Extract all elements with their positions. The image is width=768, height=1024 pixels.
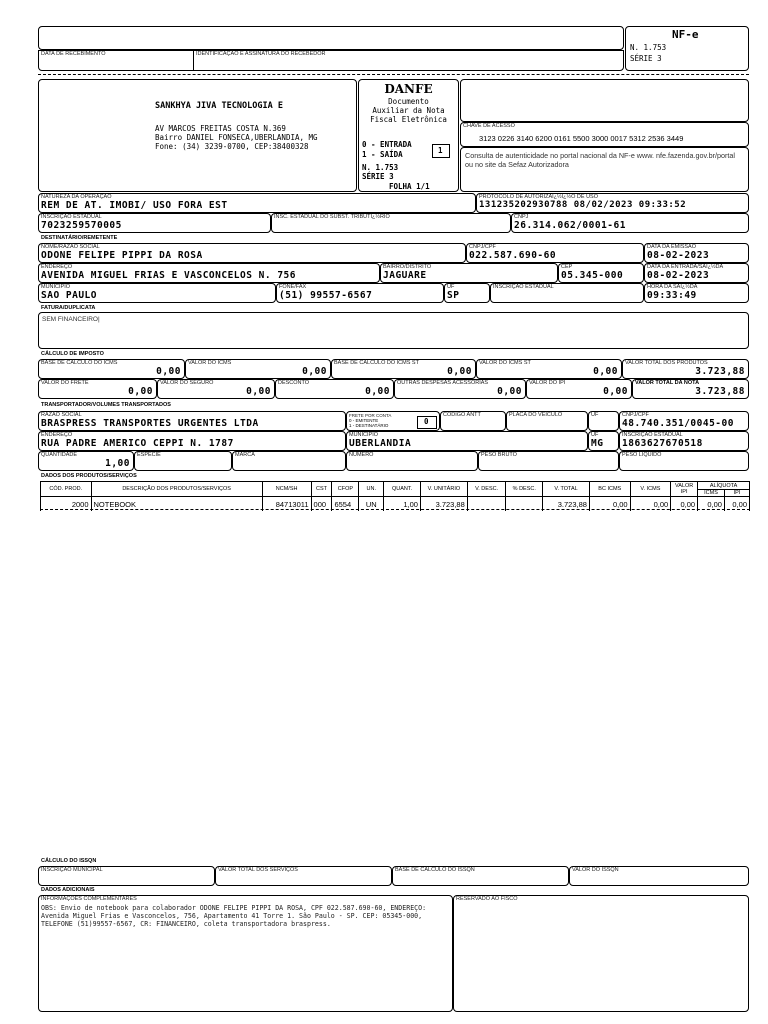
barcode-box <box>460 79 749 122</box>
transp-placa-label: PLACA DO VEÍCULO <box>509 412 563 418</box>
chave-acesso-box <box>460 122 749 147</box>
issqn-im-label: INSCRIÇÃO MUNICIPAL <box>41 867 103 873</box>
dest-entrada-field <box>644 263 749 283</box>
danfe-numero: N. 1.753 <box>362 163 399 172</box>
dest-cep-label: CEP <box>561 264 573 270</box>
transp-marca-label: MARCA <box>235 452 255 458</box>
total-produtos-label: VALOR TOTAL DOS PRODUTOS <box>625 360 708 366</box>
danfe-folha: FOLHA 1/1 <box>389 182 430 191</box>
dest-uf-value: SP <box>447 290 460 301</box>
danfe-box <box>358 79 459 192</box>
dest-ie-label: INSCRIÇÃO ESTADUAL <box>493 284 554 290</box>
cell-un: UN <box>359 497 384 512</box>
seguro-field <box>157 379 275 399</box>
transp-qtd-label: QUANTIDADE <box>41 452 78 458</box>
danfe-saida: 1 - SAÍDA <box>362 150 403 159</box>
frete-value: 0,00 <box>128 386 153 397</box>
frete-label: VALOR DO FRETE <box>41 380 89 386</box>
fatura-value: SEM FINANCEIRO| <box>42 316 100 323</box>
dest-cep-field <box>558 263 644 283</box>
transp-placa-field <box>506 411 588 431</box>
transp-ie-field <box>619 431 749 451</box>
ie-label: INSCRIÇÃO ESTADUAL <box>41 214 102 220</box>
transp-numero-field <box>346 451 478 471</box>
frete-field <box>38 379 157 399</box>
danfe-entrada: 0 - ENTRADA <box>362 140 412 149</box>
danfe-serie: SÉRIE 3 <box>362 172 394 181</box>
cell-vipi: 0,00 <box>671 497 698 512</box>
cnpj-emit-field <box>511 213 749 233</box>
col-vtotal: V. TOTAL <box>543 482 590 497</box>
chave-acesso-value: 3123 0226 3140 6200 0161 5500 3000 0017 5312 2536 3449 <box>479 134 684 143</box>
transp-municipio-field <box>346 431 588 451</box>
dest-cpf-field <box>466 243 644 263</box>
transportador-section: TRANSPORTADOR/VOLUMES TRANSPORTADOS <box>41 402 171 408</box>
icms-valor-value: 0,00 <box>302 366 327 377</box>
danfe-sub3: Fiscal Eletrônica <box>370 115 447 124</box>
emitente-box <box>38 79 357 192</box>
produtos-section: DADOS DOS PRODUTOS/SERVIÇOS <box>41 473 137 479</box>
cnpj-emit-label: CNPJ <box>514 214 529 220</box>
seguro-value: 0,00 <box>246 386 271 397</box>
dest-bairro-field <box>380 263 558 283</box>
chave-acesso-label: CHAVE DE ACESSO <box>463 123 515 129</box>
cell-vtotal: 3.723,88 <box>543 497 590 512</box>
total-nota-field <box>632 379 749 399</box>
transp-ie-value: 186362767051​8 <box>622 438 703 449</box>
transp-uf-field <box>588 411 619 431</box>
info-complementares-box <box>38 895 453 1012</box>
dest-emissao-value: 08-02-2023 <box>647 250 710 261</box>
dest-municipio-field <box>38 283 276 303</box>
desconto-label: DESCONTO <box>278 380 310 386</box>
transp-numero-label: NÚMERO <box>349 452 374 458</box>
icms-base-label: BASE DE CÁLCULO DO ICMS <box>41 360 118 366</box>
transp-peso-liq-label: PESO LÍQUIDO <box>622 452 662 458</box>
identificacao-field <box>193 50 624 71</box>
col-vunit: V. UNITÁRIO <box>420 482 467 497</box>
transp-endereco-value: RUA PADRE AMERICO CEPPI N. 1787 <box>41 438 234 449</box>
cell-cfop: 6554 <box>332 497 359 512</box>
icms-st-base-label: BASE DE CÁLCULO DO ICMS ST <box>334 360 419 366</box>
canhoto-numero: N. 1.753 <box>630 43 667 52</box>
destinatario-section: DESTINATÁRIO/REMETENTE <box>41 235 118 241</box>
transp-uf2-label: UF <box>591 432 599 438</box>
nfe-title: NF-e <box>672 28 699 41</box>
cell-aliq-ipi: 0,00 <box>724 497 749 512</box>
natureza-label: NATUREZA DA OPERAÇÃO <box>41 194 112 200</box>
cell-vunit: 3.723,88 <box>420 497 467 512</box>
icms-st-base-field <box>331 359 476 379</box>
issqn-section: CÁLCULO DO ISSQN <box>41 858 97 864</box>
cell-cst: 000 <box>311 497 332 512</box>
transp-qtd-value: 1,00 <box>105 458 130 469</box>
outras-despesas-label: OUTRAS DESPESAS ACESSÓRIAS <box>397 380 489 386</box>
transp-razao-label: RAZÃO SOCIAL <box>41 412 82 418</box>
ipi-field <box>526 379 632 399</box>
transp-municipio-label: MUNICÍPIO <box>349 432 379 438</box>
natureza-value: REM DE AT. IMOBI/ USO FORA EST <box>41 200 228 211</box>
dest-cpf-value: 022.587.690-60 <box>469 250 557 261</box>
produtos-table <box>40 481 750 511</box>
transp-uf2-value: MG <box>591 438 604 449</box>
canhoto-nfe-box <box>625 26 749 71</box>
outras-despesas-field <box>394 379 526 399</box>
transp-marca-field <box>232 451 346 471</box>
dest-hora-field <box>644 283 749 303</box>
dest-cep-value: 05.345-000 <box>561 270 624 281</box>
cell-descricao: NOTEBOOK <box>91 497 262 512</box>
transp-qtd-field <box>38 451 134 471</box>
ie-field <box>38 213 271 233</box>
col-vipi: VALOR IPI <box>671 482 698 497</box>
cell-bcicms: 0,00 <box>589 497 630 512</box>
icms-st-base-value: 0,00 <box>447 366 472 377</box>
transp-antt-label: CÓDIGO ANTT <box>443 412 481 418</box>
transp-uf2-field <box>588 431 619 451</box>
desconto-field <box>275 379 394 399</box>
dest-municipio-value: SAO PAULO <box>41 290 97 301</box>
transp-razao-field <box>38 411 346 431</box>
icms-st-valor-value: 0,00 <box>593 366 618 377</box>
cut-line <box>38 74 749 75</box>
transp-uf-label: UF <box>591 412 599 418</box>
emitente-fone: Fone: (34) 3239-0700, CEP:38400328 <box>155 142 309 151</box>
ipi-value: 0,00 <box>603 386 628 397</box>
imposto-section: CÁLCULO DE IMPOSTO <box>41 351 104 357</box>
dest-entrada-label: DATA DA ENTRADA/SAÏ¿½DA <box>647 264 724 270</box>
fatura-section: FATURA/DUPLICATA <box>41 305 96 311</box>
identificacao-label: IDENTIFICAÇÃO E ASSINATURA DO RECEBEDOR <box>196 51 326 57</box>
dest-nome-field <box>38 243 466 263</box>
col-descricao: DESCRIÇÃO DOS PRODUTOS/SERVIÇOS <box>91 482 262 497</box>
info-complementares-label: INFORMAÇÕES COMPLEMENTARES <box>41 896 137 902</box>
col-bcicms: BC ICMS <box>589 482 630 497</box>
protocolo-label: PROTOCOLO DE AUTORIZAÏ¿½Ï¿½O DE USO <box>479 194 598 200</box>
cell-quant: 1,00 <box>384 497 421 512</box>
dest-uf-label: UF <box>447 284 455 290</box>
dest-endereco-field <box>38 263 380 283</box>
dest-fone-field <box>276 283 444 303</box>
icms-valor-label: VALOR DO ICMS <box>188 360 232 366</box>
dest-bairro-label: BAIRRO/DISTRITO <box>383 264 432 270</box>
transp-especie-field <box>134 451 232 471</box>
transp-especie-label: ESPÉCIE <box>137 452 161 458</box>
consulta-text: Consulta de autenticidade no portal nacional da NF-e www. nfe.fazenda.gov.br/portal ou no site da Sefaz Autorizadora <box>465 151 735 169</box>
ie-st-label: INSC. ESTADUAL DO SUBST. TRIBUTÏ¿½RIO <box>274 214 390 220</box>
col-un: UN. <box>359 482 384 497</box>
dest-uf-field <box>444 283 490 303</box>
ipi-label: VALOR DO IPI <box>529 380 566 386</box>
icms-st-valor-field <box>476 359 622 379</box>
danfe-sub1: Documento <box>388 97 429 106</box>
icms-base-field <box>38 359 185 379</box>
transp-peso-liq-field <box>619 451 749 471</box>
col-cod: CÓD. PROD. <box>41 482 92 497</box>
col-vicms: V. ICMS <box>630 482 671 497</box>
issqn-base-label: BASE DE CÁLCULO DO ISSQN <box>395 867 475 873</box>
issqn-servicos-label: VALOR TOTAL DOS SERVIÇOS <box>218 867 298 873</box>
dest-fone-label: FONE/FAX <box>279 284 307 290</box>
outras-despesas-value: 0,00 <box>497 386 522 397</box>
transp-frete-opt0: 0 - EMITENTE <box>349 418 379 423</box>
dest-nome-label: NOME/RAZÃO SOCIAL <box>41 244 100 250</box>
transp-endereco-field <box>38 431 346 451</box>
issqn-valor-field <box>569 866 749 886</box>
canhoto-receipt <box>38 26 624 50</box>
issqn-valor-label: VALOR DO ISSQN <box>572 867 619 873</box>
issqn-base-field <box>392 866 569 886</box>
transp-endereco-label: ENDEREÇO <box>41 432 73 438</box>
data-recebimento-field <box>38 50 194 71</box>
transp-cnpj-value: 48.740.351/0045-00 <box>622 418 734 429</box>
dest-entrada-value: 08-02-2023 <box>647 270 710 281</box>
dest-emissao-field <box>644 243 749 263</box>
seguro-label: VALOR DO SEGURO <box>160 380 214 386</box>
cell-cod: 2000 <box>41 497 92 512</box>
col-aliquota: ALÍQUOTA <box>698 482 750 490</box>
dest-fone-value: (51) 99557-6567 <box>279 290 373 301</box>
reservado-fisco-label: RESERVADO AO FISCO <box>456 896 518 902</box>
transp-ie-label: INSCRIÇÃO ESTADUAL <box>622 432 683 438</box>
col-ncm: NCM/SH <box>262 482 311 497</box>
dest-emissao-label: DATA DA EMISSÃO <box>647 244 697 250</box>
total-nota-value: 3.723,88 <box>695 386 745 397</box>
ie-st-field <box>271 213 511 233</box>
icms-valor-field <box>185 359 331 379</box>
emitente-nome: SANKHYA JIVA TECNOLOGIA E <box>155 101 283 111</box>
transp-frete-value: 0 <box>424 417 429 426</box>
transp-antt-field <box>440 411 506 431</box>
dest-municipio-label: MUNICÍPIO <box>41 284 71 290</box>
issqn-im-field <box>38 866 215 886</box>
cell-ncm: 84713011 <box>262 497 311 512</box>
icms-base-value: 0,00 <box>156 366 181 377</box>
data-recebimento-label: DATA DE RECEBIMENTO <box>41 51 106 57</box>
natureza-field <box>38 193 476 213</box>
col-vdesc: V. DESC. <box>467 482 506 497</box>
danfe-sub2: Auxiliar da Nota <box>372 106 445 115</box>
ie-value: 7023259570005 <box>41 220 122 231</box>
protocolo-value: 131235202930788 08/02/2023 09:33:52 <box>479 200 687 210</box>
transp-peso-bruto-label: PESO BRUTO <box>481 452 517 458</box>
transp-frete-label: FRETE POR CONTA <box>349 413 392 418</box>
total-nota-label: VALOR TOTAL DA NOTA <box>635 380 700 386</box>
danfe-tipo: 1 <box>438 146 443 155</box>
icms-st-valor-label: VALOR DO ICMS ST <box>479 360 531 366</box>
transp-cnpj-field <box>619 411 749 431</box>
adicionais-section: DADOS ADICIONAIS <box>41 887 95 893</box>
cnpj-emit-value: 26.314.062/0001-61 <box>514 220 626 231</box>
dest-endereco-label: ENDEREÇO <box>41 264 73 270</box>
info-complementares-text: OBS: Envio de notebook para colaborador ODONE FELIPE PIPPI DA ROSA, CPF 022.587.690-60, ENDEREÇO: Avenida Miguel Frias e Vasconcelos, 756, Apartamento 41 Torre 1. São Paulo - SP. CEP: 05345-000, TELEFONE (51)99557-6567, CR: FINANCEIRO, coleta transportadora braspress. <box>41 904 427 928</box>
produtos-bottom-line <box>40 509 750 510</box>
canhoto-serie: SÉRIE 3 <box>630 54 662 63</box>
col-quant: QUANT. <box>384 482 421 497</box>
transp-peso-bruto-field <box>478 451 619 471</box>
fatura-box <box>38 312 749 349</box>
cell-aliq-icms: 0,00 <box>698 497 725 512</box>
dest-cpf-label: CNPJ/CPF <box>469 244 496 250</box>
danfe-title: DANFE <box>384 82 433 96</box>
col-cst: CST <box>311 482 332 497</box>
col-aliq-icms: ICMS <box>698 490 725 497</box>
cell-vicms: 0,00 <box>630 497 671 512</box>
dest-hora-value: 09:33:49 <box>647 290 697 301</box>
dest-bairro-value: JAGUARE <box>383 270 427 281</box>
col-pdesc: % DESC. <box>506 482 543 497</box>
reservado-fisco-box <box>453 895 749 1012</box>
total-produtos-value: 3.723,88 <box>695 366 745 377</box>
desconto-value: 0,00 <box>365 386 390 397</box>
emitente-endereco: AV MARCOS FREITAS COSTA N.369 <box>155 124 286 133</box>
transp-frete-opt1: 1 - DESTINATÁRIO <box>349 423 389 428</box>
issqn-servicos-field <box>215 866 392 886</box>
total-produtos-field <box>622 359 749 379</box>
consulta-box <box>460 147 749 192</box>
transp-razao-value: BRASPRESS TRANSPORTES URGENTES LTDA <box>41 418 259 429</box>
protocolo-field <box>476 193 749 213</box>
emitente-bairro: Bairro DANIEL FONSECA,UBERLANDIA, MG <box>155 133 318 142</box>
col-aliq-ipi: IPI <box>724 490 749 497</box>
col-cfop: CFOP <box>332 482 359 497</box>
transp-municipio-value: UBERLANDIA <box>349 438 412 449</box>
dest-ie-field <box>490 283 644 303</box>
dest-endereco-value: AVENIDA MIGUEL FRIAS E VASCONCELOS N. 756 <box>41 270 296 281</box>
transp-cnpj-label: CNPJ/CPF <box>622 412 649 418</box>
dest-hora-label: HORA DA SAÏ¿½DA <box>647 284 698 290</box>
dest-nome-value: ODONE FELIPE PIPPI DA ROSA <box>41 250 203 261</box>
transp-frete-field <box>346 411 440 431</box>
